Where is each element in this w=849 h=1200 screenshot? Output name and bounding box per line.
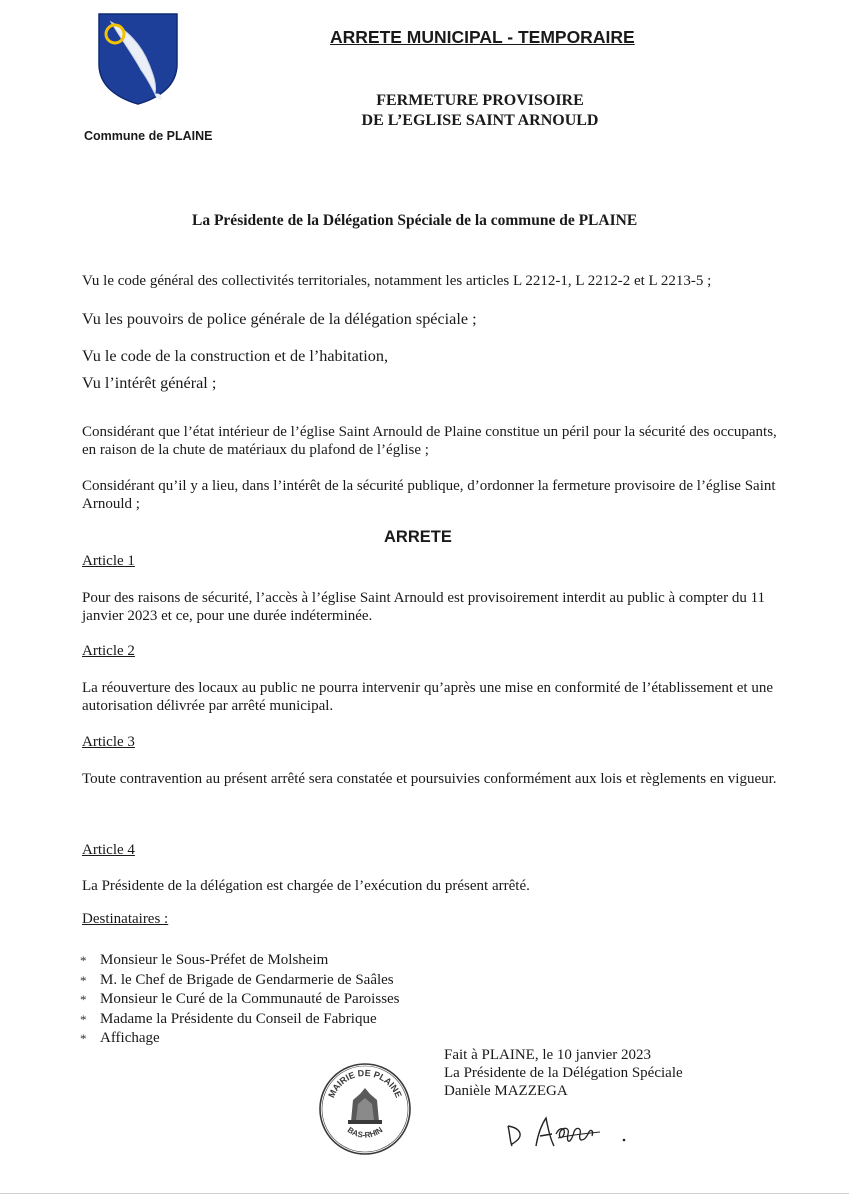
list-item [80,1029,400,1049]
bullet-mark: * [80,1011,87,1027]
stamp-bottom-text: BAS-RHIN [345,1125,385,1140]
stamp-top-text: MAIRIE DE PLAINE [326,1067,404,1100]
article-3-title: Article 3 [82,734,135,750]
commune-name: Commune de PLAINE [84,129,213,143]
recipient-name: Affichage [100,1030,160,1046]
article-1-title: Article 1 [82,553,135,569]
document-type-title: ARRETE MUNICIPAL - TEMPORAIRE [330,27,635,47]
handwritten-signature-icon [500,1112,640,1154]
list-item [80,971,400,991]
list-item [80,951,400,971]
list-item [80,990,400,1010]
signatory-name: Danièle MAZZEGA [444,1083,568,1099]
recipient-name: M. le Chef de Brigade de Gendarmerie de Saâles [100,971,394,988]
visa-3: Vu le code de la construction et de l’habitation, [82,347,389,365]
official-stamp-icon [318,1062,412,1156]
considerant-1: Considérant que l’état intérieur de l’église Saint Arnould de Plaine constitue un péril pour la sécurité des occupants, en raison de la chute de matériaux du plafond de l’église ; [82,424,777,458]
article-2-text: La réouverture des locaux au public ne pourra intervenir qu’après une mise en conformité de l’établissement et une autorisation délivrée par arrêté municipal. [82,680,773,714]
subject-line-2: DE L’EGLISE SAINT ARNOULD [361,112,599,129]
place-and-date: Fait à PLAINE, le 10 janvier 2023 [444,1047,652,1063]
considerant-2: Considérant qu’il y a lieu, dans l’intérêt de la sécurité publique, d’ordonner la fermeture provisoire de l’église Saint Arnould ; [82,478,776,512]
article-4-text: La Présidente de la délégation est chargée de l’exécution du présent arrêté. [82,878,530,894]
coat-of-arms-icon [97,12,179,106]
signature-block [444,1046,683,1100]
recipient-name: Madame la Présidente du Conseil de Fabrique [100,1010,377,1027]
document-subject [280,91,680,131]
article-3-text: Toute contravention au présent arrêté sera constatée et poursuivies conformément aux lois et règlements en vigueur. [82,771,777,787]
issuing-authority: La Présidente de la Délégation Spéciale de la commune de PLAINE [192,212,638,229]
bullet-mark: * [80,1031,87,1046]
svg-text:BAS-RHIN [346,1125,385,1140]
article-4-title: Article 4 [82,842,135,858]
scan-edge-line [0,1193,849,1194]
bullet-mark: * [80,972,87,988]
signatory-role: La Présidente de la Délégation Spéciale [444,1065,683,1081]
visa-4: Vu l’intérêt général ; [82,374,217,392]
list-item [80,1010,400,1030]
recipient-name: Monsieur le Curé de la Communauté de Paroisses [100,991,400,1007]
visa-1: Vu le code général des collectivités territoriales, notamment les articles L 2212-1, L 2212-2 et L 2213-5 ; [82,273,712,289]
bullet-mark: * [80,953,87,968]
article-2-title: Article 2 [82,643,135,659]
arrete-heading: ARRETE [384,528,452,546]
subject-line-1: FERMETURE PROVISOIRE [376,92,584,109]
article-1-text: Pour des raisons de sécurité, l’accès à l’église Saint Arnould est provisoirement interdit au public à compter du 11 janvier 2023 et ce, pour une durée indéterminée. [82,590,766,624]
bullet-mark: * [80,992,87,1007]
recipient-name: Monsieur le Sous-Préfet de Molsheim [100,952,329,968]
visa-2: Vu les pouvoirs de police générale de la délégation spéciale ; [82,310,477,328]
recipients-title: Destinataires : [82,911,169,927]
recipients-list [80,951,400,1049]
